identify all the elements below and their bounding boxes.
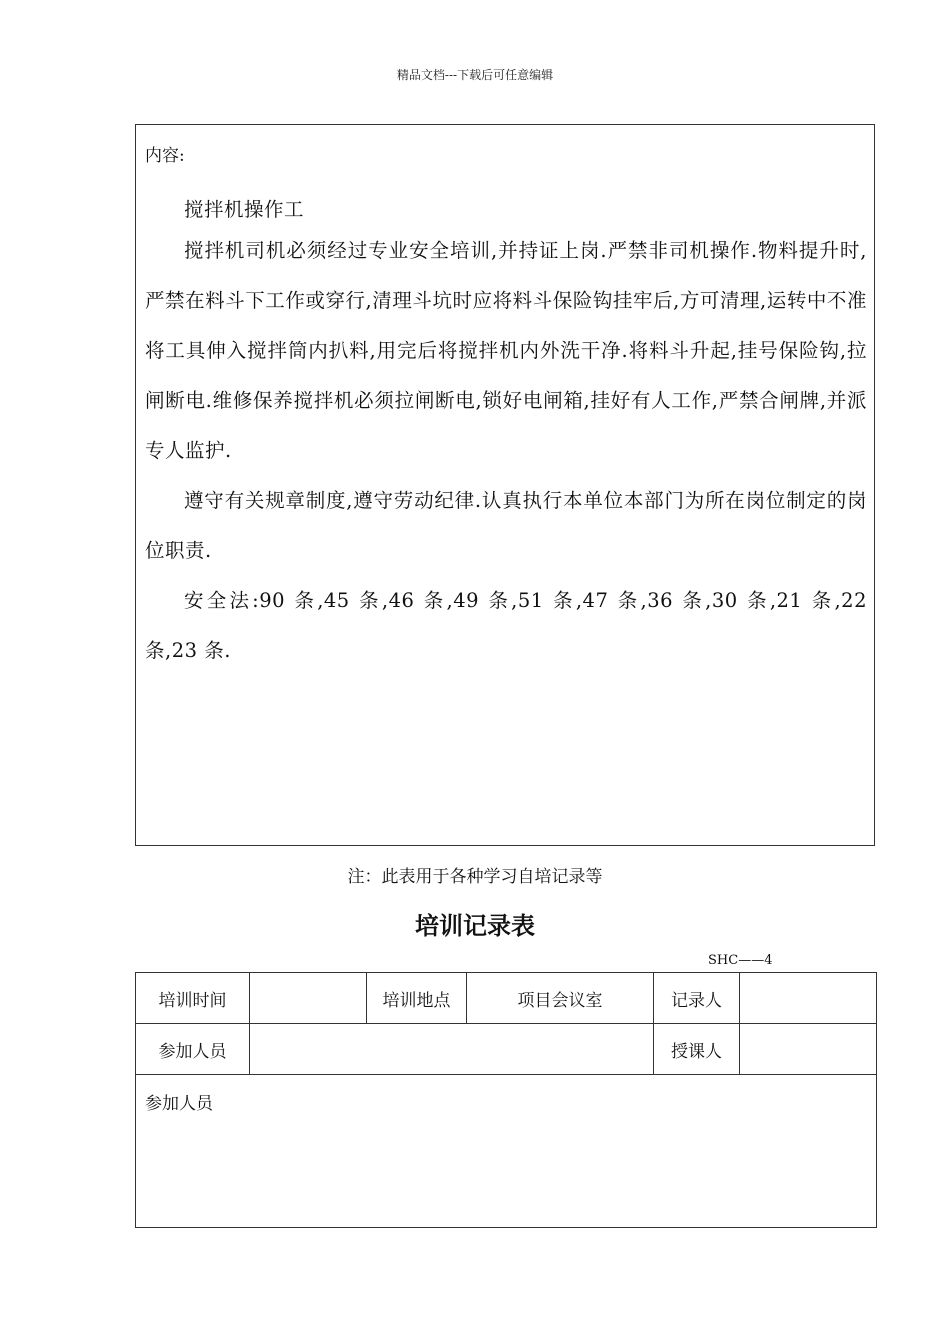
table-row xyxy=(136,973,877,1024)
participants-label: 参加人员 xyxy=(136,1024,250,1075)
table-note: 注：此表用于各种学习自培记录等 xyxy=(347,867,603,887)
participants-value[interactable] xyxy=(250,1024,654,1075)
lecturer-label: 授课人 xyxy=(654,1024,740,1075)
training-place-label: 培训地点 xyxy=(367,973,467,1024)
training-place-value[interactable]: 项目会议室 xyxy=(467,973,654,1024)
content-paragraph-rules: 遵守有关规章制度,遵守劳动纪律.认真执行本单位本部门为所在岗位制定的岗位职责. xyxy=(145,489,867,562)
participants-list-cell[interactable]: 参加人员 xyxy=(136,1075,877,1228)
content-title: 搅拌机操作工 xyxy=(184,198,305,221)
training-time-label: 培训时间 xyxy=(136,973,250,1024)
content-paragraph-operation: 搅拌机司机必须经过专业安全培训,并持证上岗.严禁非司机操作.物料提升时,严禁在料斗下工作或穿行,清理斗坑时应将料斗保险钩挂牢后,方可清理,运转中不准将工具伸入搅拌筒内扒料,用完后将搅拌机内外洗干净.将料斗升起,挂号保险钩,拉闸断电.维修保养搅拌机必须拉闸断电,锁好电闸箱,挂好有人工作,严禁合闸牌,并派专人监护. xyxy=(145,239,867,462)
form-code: SHC——4 xyxy=(708,953,773,968)
content-box xyxy=(135,124,875,846)
table-row xyxy=(136,1075,877,1228)
content-label: 内容: xyxy=(145,146,185,166)
form-title: 培训记录表 xyxy=(415,911,535,940)
training-record-table xyxy=(135,972,877,1228)
page-header: 精品文档---下载后可任意编辑 xyxy=(396,68,554,82)
content-paragraph-law: 安全法:90 条,45 条,46 条,49 条,51 条,47 条,36 条,30 条,21 条,22 条,23 条. xyxy=(145,589,867,662)
recorder-value[interactable] xyxy=(740,973,877,1024)
recorder-label: 记录人 xyxy=(654,973,740,1024)
table-row xyxy=(136,1024,877,1075)
lecturer-value[interactable] xyxy=(740,1024,877,1075)
training-time-value[interactable] xyxy=(250,973,367,1024)
